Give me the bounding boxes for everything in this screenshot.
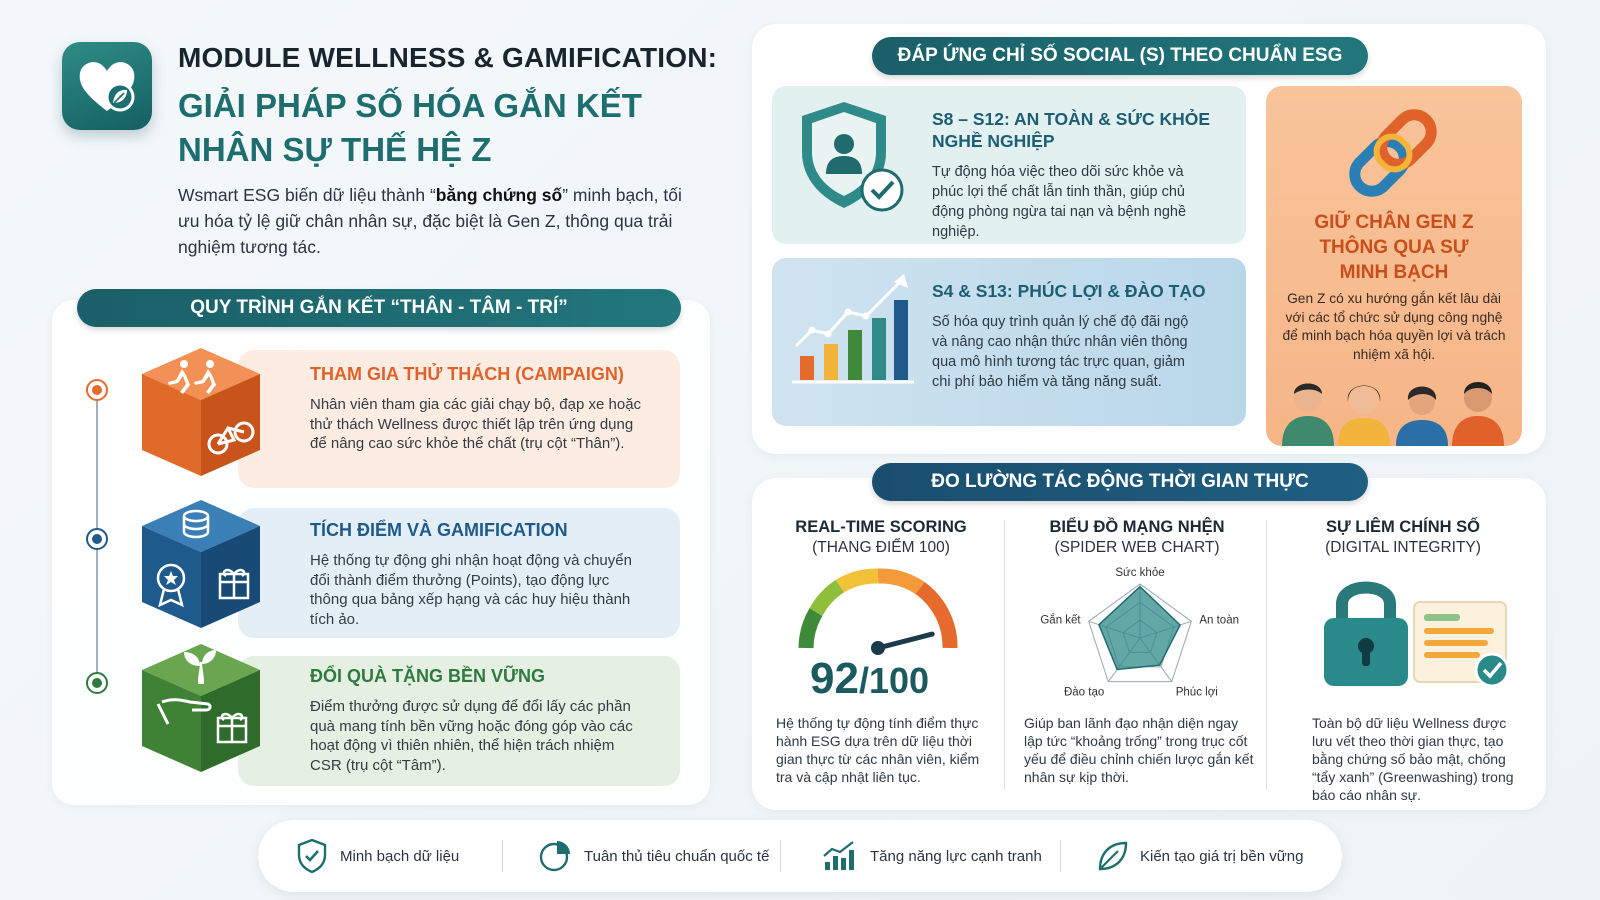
- esg-card-safety-title: [932, 108, 1232, 152]
- integrity-subtitle: (DIGITAL INTEGRITY): [1325, 539, 1481, 556]
- padlock-document-check-icon: [1320, 574, 1516, 696]
- heart-leaf-icon: [76, 57, 138, 115]
- step-3-title: ĐỔI QUÀ TẶNG BỀN VỮNG: [310, 666, 545, 686]
- genz-title-line1: GIỮ CHÂN GEN Z: [1314, 212, 1474, 233]
- score-number: 92: [810, 654, 859, 703]
- timeline-dot-1: [86, 379, 108, 401]
- coins-badge-gift-icon: [138, 496, 264, 632]
- leaf-icon: [1096, 839, 1128, 873]
- footer-item-competitiveness: [822, 832, 1042, 880]
- shield-check-icon: [296, 838, 328, 874]
- score-max: /100: [858, 660, 930, 701]
- intro-bold: bằng chứng số: [435, 185, 563, 205]
- gauge-arc-orange: [878, 576, 920, 588]
- esg-card-safety-desc: Tự động hóa việc theo dõi sức khỏe và phúc lợi thể chất lẫn tinh thần, giúp chủ động phòng ngừa tai nạn và bệnh nghề nghiệp.: [932, 164, 1187, 240]
- esg-card-safety-content: [932, 108, 1232, 242]
- esg-card-welfare-content: [932, 280, 1232, 392]
- growth-bar-chart-icon: [790, 272, 918, 395]
- step-1-title: THAM GIA THỬ THÁCH (CAMPAIGN): [310, 364, 624, 384]
- integrity-header: [1288, 518, 1518, 557]
- genz-card: [1266, 86, 1522, 446]
- esg-card-welfare-title: S4 & S13: PHÚC LỢI & ĐÀO TẠO: [932, 281, 1206, 301]
- app-logo: [62, 42, 152, 130]
- intro-suffix: ” minh bạch, tối ưu hóa tỷ lệ giữ chân nhân sự, đặc biệt là Gen Z, thông qua trải nghiệm tương tác.: [178, 185, 682, 257]
- score-gauge: [796, 566, 960, 658]
- footer-label-2: Tuân thủ tiêu chuẩn quốc tế: [584, 847, 770, 865]
- footer-sep-2: [780, 840, 781, 872]
- gauge-arc-yellow: [840, 576, 878, 586]
- runners-bicycle-icon: [138, 344, 264, 480]
- page-title-line3: NHÂN SỰ THẾ HỆ Z: [178, 131, 492, 168]
- genz-desc: Gen Z có xu hướng gắn kết lâu dài với các tổ chức sử dụng công nghệ để minh bạch hóa quyền lợi và trách nhiệm xã hội.: [1282, 291, 1506, 362]
- gauge-hub: [871, 641, 885, 655]
- gauge-arc-red: [806, 612, 816, 648]
- pie-chart-icon: [538, 839, 572, 873]
- genz-title: [1266, 210, 1522, 285]
- score-value: [810, 654, 929, 704]
- measure-heading: ĐO LƯỜNG TÁC ĐỘNG THỜI GIAN THỰC: [872, 463, 1368, 501]
- scoring-subtitle: (THANG ĐIỂM 100): [812, 539, 950, 556]
- intro-text: [178, 182, 698, 260]
- measure-divider-2: [1266, 520, 1267, 790]
- spider-title: BIỂU ĐỒ MẠNG NHỆN: [1049, 518, 1225, 536]
- footer-label-1: Minh bạch dữ liệu: [340, 847, 460, 865]
- spider-subtitle: (SPIDER WEB CHART): [1054, 539, 1220, 556]
- step-2-title: TÍCH ĐIỂM VÀ GAMIFICATION: [310, 520, 568, 540]
- step-1-content: [310, 364, 650, 454]
- step-2-desc: Hệ thống tự động ghi nhận hoạt động và chuyển đổi thành điểm thưởng (Points), tạo động lực thông qua bảng xếp hạng và các huy hiệu thành tích ảo.: [310, 552, 632, 628]
- footer-label-4: Kiến tạo giá trị bền vững: [1140, 847, 1304, 865]
- spider-axis-label: Đào tạo: [1063, 686, 1105, 699]
- intro-prefix: Wsmart ESG biến dữ liệu thành “: [178, 185, 436, 205]
- page-title-line2: GIẢI PHÁP SỐ HÓA GẮN KẾT: [178, 87, 642, 124]
- genz-title-line3: MINH BẠCH: [1339, 262, 1449, 283]
- process-heading: QUY TRÌNH GẮN KẾT “THÂN - TÂM - TRÍ”: [77, 289, 681, 327]
- footer-label-3: Tăng năng lực cạnh tranh: [870, 847, 1042, 865]
- genz-title-line2: THÔNG QUA SỰ: [1319, 237, 1469, 258]
- gauge-arc-deep-orange: [920, 588, 950, 648]
- scoring-header: [770, 518, 992, 557]
- footer-sep-1: [502, 840, 503, 872]
- esg-card-safety-title-line2: NGHỀ NGHIỆP: [932, 131, 1055, 151]
- timeline-dot-2: [86, 528, 108, 550]
- step-3-desc: Điểm thưởng được sử dụng để đổi lấy các phần quà mang tính bền vững hoặc đóng góp vào các hoạt động vì thiên nhiên, thể hiện trách nhiệm CSR (trụ cột “Tâm”).: [310, 698, 633, 774]
- shield-person-check-icon: [798, 98, 908, 221]
- footer-item-compliance: [538, 832, 769, 880]
- plant-hand-gift-icon: [138, 640, 264, 776]
- chain-link-icon: [1338, 98, 1448, 208]
- spider-axis-label: Sức khỏe: [1115, 567, 1165, 579]
- page-title-main: [178, 84, 698, 172]
- integrity-desc: Toàn bộ dữ liệu Wellness được lưu vết theo thời gian thực, tạo bằng chứng số bảo mật, chống “tẩy xanh” (Greenwashing) trong báo cáo nhân sự.: [1312, 715, 1514, 803]
- scoring-desc: Hệ thống tự động tính điểm thực hành ESG dựa trên dữ liệu thời gian thực từ các nhân viên, kiểm tra và cập nhật liên tục.: [776, 715, 980, 785]
- measure-divider-1: [1004, 520, 1005, 790]
- esg-card-welfare-desc: Số hóa quy trình quản lý chế độ đãi ngộ và nâng cao nhận thức nhân viên thông qua mô hình tương tác trực quan, giảm chi phí bảo hiểm và tăng năng suất.: [932, 314, 1189, 390]
- integrity-title: SỰ LIÊM CHÍNH SỐ: [1326, 518, 1480, 536]
- esg-card-safety-title-line1: S8 – S12: AN TOÀN & SỨC KHỎE: [932, 109, 1211, 129]
- step-3-content: [310, 666, 650, 775]
- spider-desc: Giúp ban lãnh đạo nhận diện ngay lập tức “khoảng trống” trong trục cốt yếu để điều chỉnh chiến lược gắn kết nhân sự kịp thời.: [1024, 715, 1254, 785]
- gauge-needle: [878, 634, 932, 648]
- young-people-group-icon: [1278, 362, 1510, 446]
- gauge-arc-lime: [816, 586, 840, 612]
- esg-heading: ĐÁP ỨNG CHỈ SỐ SOCIAL (S) THEO CHUẨN ESG: [872, 37, 1368, 75]
- footer-item-sustainability: [1096, 832, 1303, 880]
- footer-item-transparency: [296, 832, 459, 880]
- spider-web-chart: [1040, 560, 1240, 708]
- scoring-title: REAL-TIME SCORING: [795, 518, 967, 536]
- page-title-line1: MODULE WELLNESS & GAMIFICATION:: [178, 42, 718, 73]
- spider-axis-label: Gắn kết: [1040, 614, 1081, 627]
- timeline-dot-3: [86, 672, 108, 694]
- step-1-desc: Nhân viên tham gia các giải chạy bộ, đạp xe hoặc thử thách Wellness được thiết lập trên ứng dụng để nâng cao sức khỏe thể chất (trụ cột “Thân”).: [310, 396, 642, 452]
- step-2-content: [310, 520, 650, 629]
- spider-header: [1022, 518, 1252, 557]
- bar-growth-icon: [822, 840, 858, 872]
- spider-axis-label: An toàn: [1199, 614, 1240, 627]
- spider-axis-label: Phúc lợi: [1175, 686, 1218, 699]
- spider-data-area: [1099, 587, 1180, 670]
- footer-sep-3: [1060, 840, 1061, 872]
